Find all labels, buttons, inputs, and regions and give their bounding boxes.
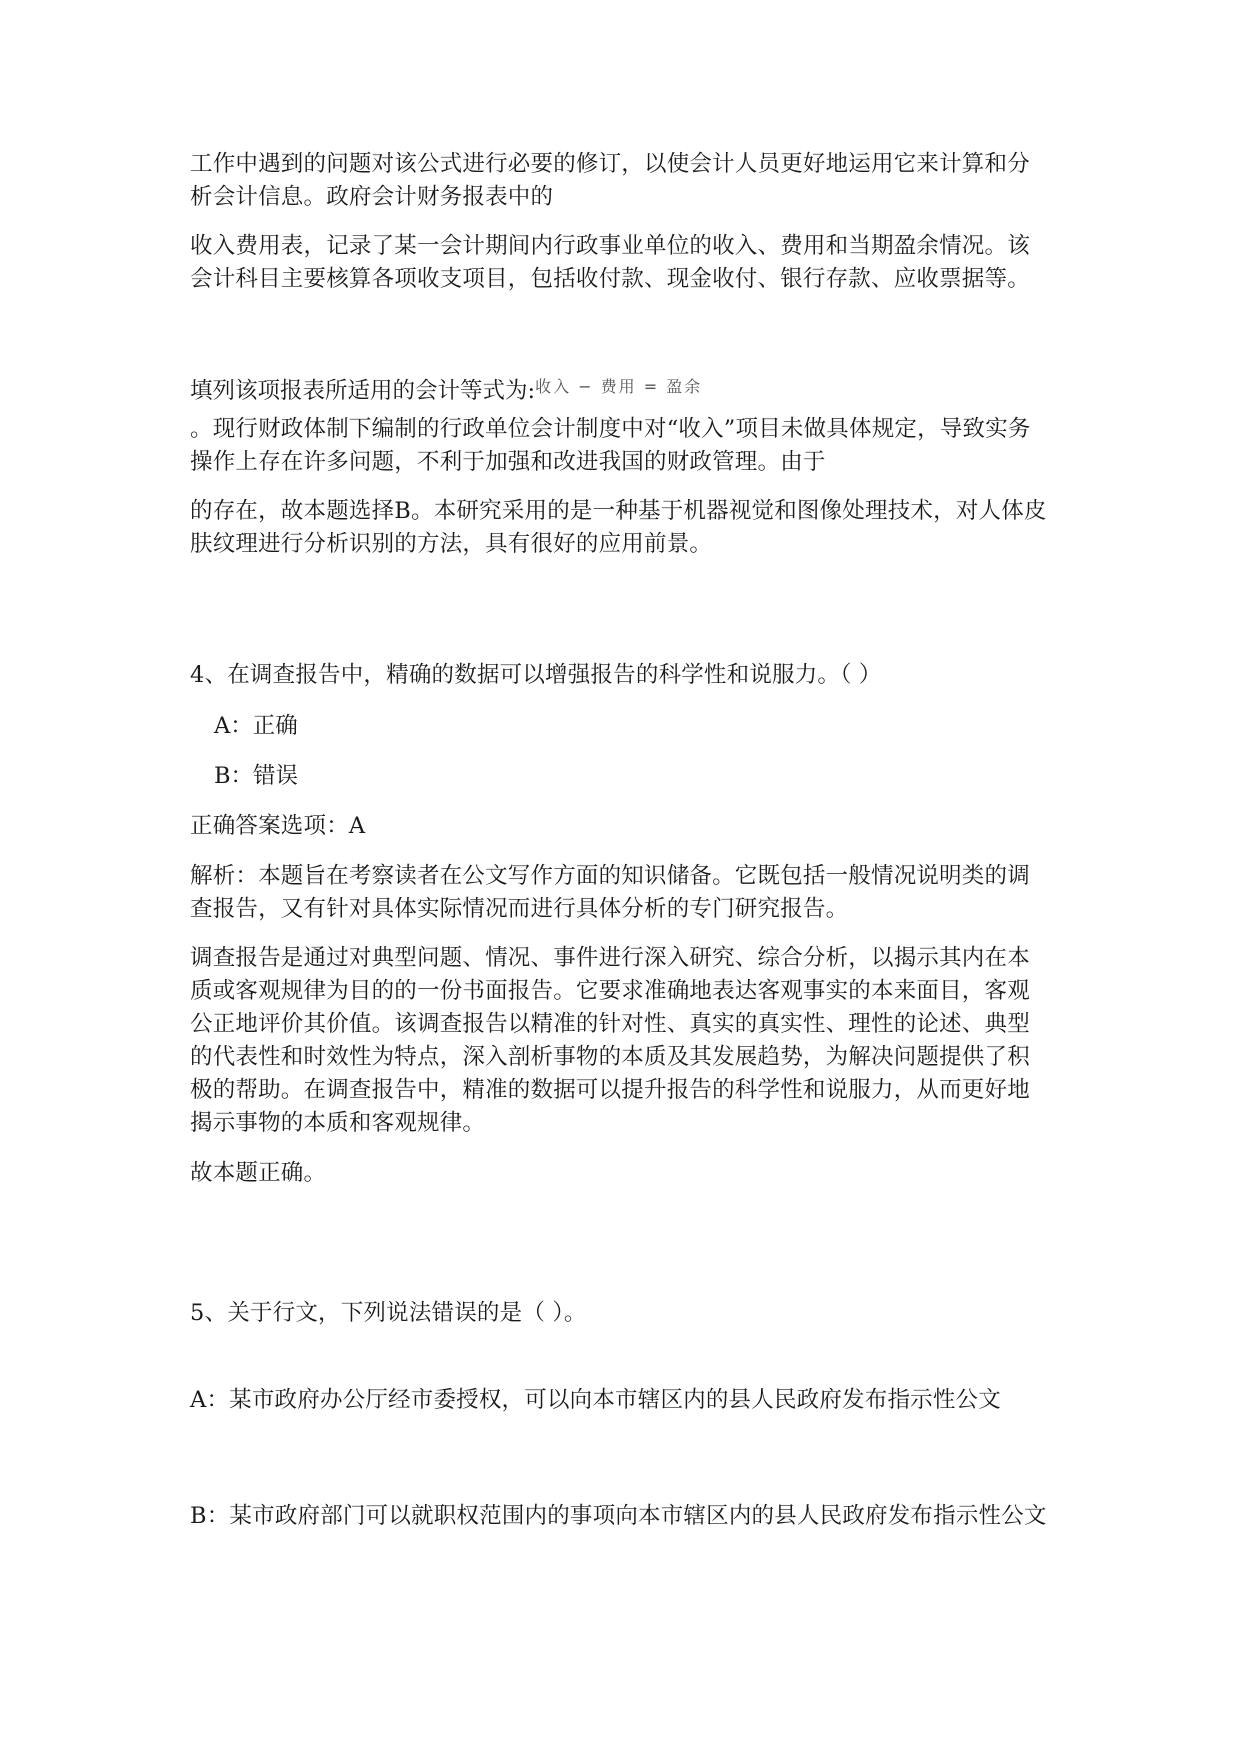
question-5-stem: 5、关于行文，下列说法错误的是（ ）。 bbox=[190, 1300, 587, 1326]
formula-image: 收入 − 费用 = 盈余 bbox=[535, 377, 703, 396]
question-4-analysis-intro: 解析：本题旨在考察读者在公文写作方面的知识储备。它既包括一般情况说明类的调查报告，又有针对具体实际情况而进行具体分析的专门研究报告。 bbox=[190, 863, 1030, 922]
formula-prefix: 填列该项报表所适用的会计等式为: bbox=[190, 378, 536, 404]
question-4-conclusion: 故本题正确。 bbox=[190, 1160, 327, 1186]
question-4-option-a: A：正确 bbox=[214, 713, 298, 739]
formula-line bbox=[190, 370, 1050, 408]
paragraph-formula-revision: 工作中遇到的问题对该公式进行必要的修订，以使会计人员更好地运用它来计算和分析会计信息。政府会计财务报表中的 bbox=[190, 151, 1030, 210]
paragraph-answer-b: 的存在，故本题选择B。本研究采用的是一种基于机器视觉和图像处理技术，对人体皮肤纹理进行分析识别的方法，具有很好的应用前景。 bbox=[190, 498, 1047, 557]
paragraph-income-expense-statement: 收入费用表，记录了某一会计期间内行政事业单位的收入、费用和当期盈余情况。该会计科目主要核算各项收支项目，包括收付款、现金收付、银行存款、应收票据等。 bbox=[190, 233, 1030, 292]
question-4-option-b: B：错误 bbox=[214, 763, 299, 789]
question-5-option-b: B：某市政府部门可以就职权范围内的事项向本市辖区内的县人民政府发布指示性公文 bbox=[190, 1503, 1047, 1529]
question-5-option-a: A：某市政府办公厅经市委授权，可以向本市辖区内的县人民政府发布指示性公文 bbox=[190, 1387, 1001, 1413]
question-4-answer: 正确答案选项：A bbox=[190, 813, 366, 839]
question-4-analysis-body: 调查报告是通过对典型问题、情况、事件进行深入研究、综合分析，以揭示其内在本质或客观规律为目的的一份书面报告。它要求准确地表达客观事实的本来面目，客观公正地评价其价值。该调查报告以精准的针对性、真实的真实性、理性的论述、典型的代表性和时效性为特点，深入剖析事物的本质及其发展趋势，为解决问题提供了积极的帮助。在调查报告中，精准的数据可以提升报告的科学性和说服力，从而更好地揭示事物的本质和客观规律。 bbox=[190, 945, 1030, 1136]
paragraph-fiscal-system: 。现行财政体制下编制的行政单位会计制度中对“收入”项目未做具体规定，导致实务操作上存在许多问题，不利于加强和改进我国的财政管理。由于 bbox=[190, 416, 1031, 475]
question-4-stem: 4、在调查报告中，精确的数据可以增强报告的科学性和说服力。（ ） bbox=[190, 662, 882, 688]
